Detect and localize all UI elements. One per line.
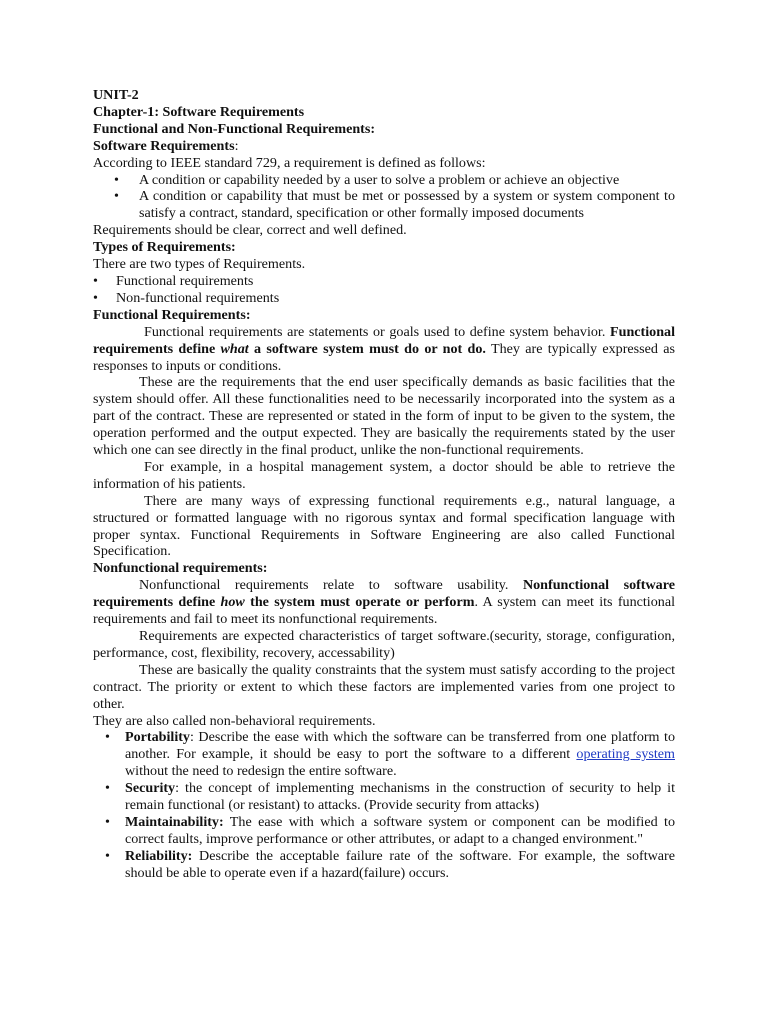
software-requirements-heading: Software Requirements:: [93, 137, 239, 154]
nonfunctional-heading: Nonfunctional requirements:: [93, 560, 268, 577]
list-item: • Non-functional requirements: [93, 290, 675, 307]
nonfunctional-paragraph-2: Requirements are expected characteristics of target software.(security, storage, configuration, performance, cost, flexibility, recovery, accessability): [93, 628, 675, 661]
types-list: [93, 273, 675, 307]
quality-attributes-list: [93, 729, 675, 881]
types-heading: Types of Requirements:: [93, 239, 236, 256]
types-intro: There are two types of Requirements.: [93, 256, 306, 273]
functional-paragraph-2: These are the requirements that the end user specifically demands as basic facilities that the system should offer. All these functionalities need to be necessarily incorporated into the system as a part of the contract. These are represented or stated in the form of input to be given to the system, the operation performed and the output expected. They are basically the requirements stated by the user which one can see directly in the final product, unlike the non-functional requirements.: [93, 374, 675, 459]
list-item-maintainability: • Maintainability: The ease with which a software system or component can be modified to correct faults, improve performance or other attributes, or adapt to a changed environment.": [93, 814, 675, 848]
list-item-reliability: • Reliability: Describe the acceptable failure rate of the software. For example, the software should be able to operate even if a hazard(failure) occurs.: [93, 848, 675, 882]
nonfunctional-paragraph-3: These are basically the quality constraints that the system must satisfy according to the project contract. The priority or extent to which these factors are implemented varies from one project to other.: [93, 661, 675, 712]
requirements-closing: Requirements should be clear, correct and well defined.: [93, 222, 407, 239]
chapter-heading: Chapter-1: Software Requirements: [93, 103, 305, 120]
list-item: • Functional requirements: [93, 273, 675, 290]
functional-heading: Functional Requirements:: [93, 306, 251, 323]
ieee-intro: According to IEEE standard 729, a requirement is defined as follows:: [93, 154, 486, 171]
list-item: • A condition or capability that must be met or possessed by a system or system component to satisfy a contract, standard, specification or other formally imposed documents: [93, 188, 675, 222]
list-item-portability: • Portability: Describe the ease with which the software can be transferred from one platform to another. For example, it should be easy to port the software to a different operating system without the need to redesign the entire software.: [93, 729, 675, 780]
document-page: [93, 87, 675, 882]
operating-system-link[interactable]: operating system: [576, 746, 675, 763]
ieee-definition-list: [93, 172, 675, 223]
list-item: • A condition or capability needed by a user to solve a problem or achieve an objective: [93, 172, 675, 189]
nonfunctional-paragraph-4: They are also called non-behavioral requirements.: [93, 712, 376, 729]
unit-heading: UNIT-2: [93, 87, 139, 103]
functional-paragraph-3: For example, in a hospital management system, a doctor should be able to retrieve the information of his patients.: [93, 458, 675, 492]
list-item-security: • Security: the concept of implementing mechanisms in the construction of security to help it remain functional (or resistant) to attacks. (Provide security from attacks): [93, 780, 675, 814]
nonfunctional-paragraph-1: Nonfunctional requirements relate to software usability. Nonfunctional software requirements define how the system must operate or perform. A system can meet its functional requirements and fail to meet its nonfunctional requirements.: [93, 577, 675, 628]
functional-paragraph-1: Functional requirements are statements or goals used to define system behavior. Functional requirements define what a software system must do or not do. They are typically expressed as responses to inputs or conditions.: [93, 323, 675, 374]
functional-paragraph-4: There are many ways of expressing functional requirements e.g., natural language, a structured or formatted language with no rigorous syntax and formal specification language with proper syntax. Functional Requirements in Software Engineering are also called Functional Specification.: [93, 492, 675, 560]
section-heading: Functional and Non-Functional Requirements:: [93, 120, 376, 137]
